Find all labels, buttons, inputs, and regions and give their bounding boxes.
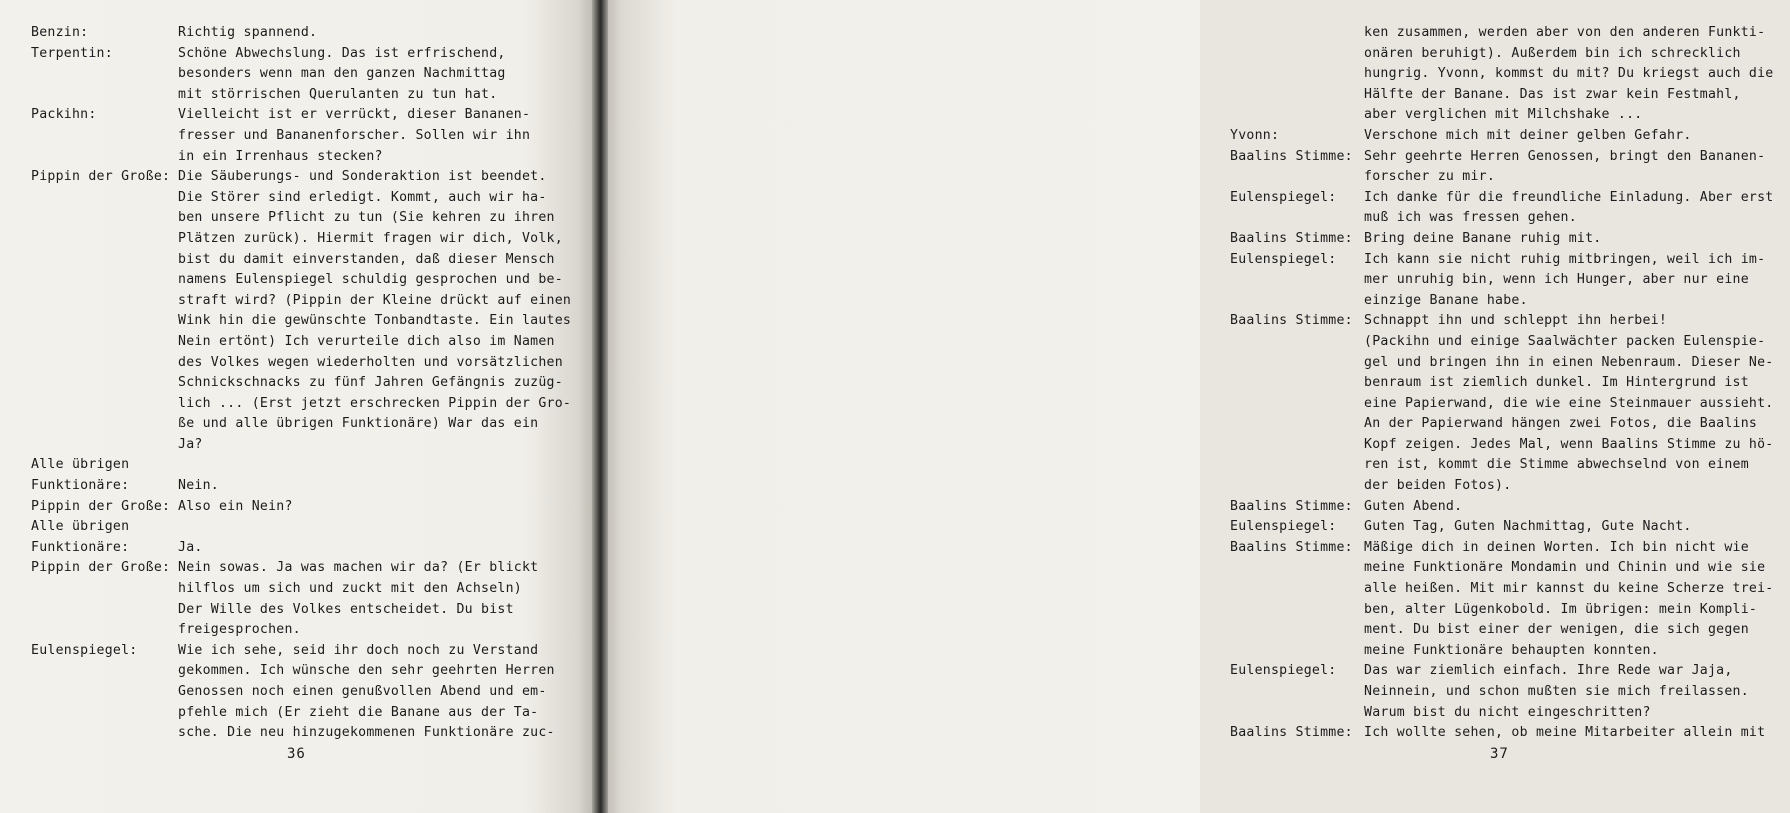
script-line xyxy=(1230,641,1790,662)
left-page-script xyxy=(31,23,591,744)
dialogue-text: benraum ist ziemlich dunkel. Im Hintergrund ist xyxy=(1364,375,1749,391)
speaker-name: Baalins Stimme: xyxy=(1230,498,1353,514)
dialogue-text: besonders wenn man den ganzen Nachmittag xyxy=(178,66,506,82)
dialogue-text: meine Funktionäre behaupten konnten. xyxy=(1364,642,1659,658)
script-line xyxy=(31,517,591,538)
dialogue-text: Ich wollte sehen, ob meine Mitarbeiter allein mit xyxy=(1364,725,1766,741)
script-line xyxy=(1230,332,1790,353)
dialogue-text: Nein ertönt) Ich verurteile dich also im Namen xyxy=(178,333,555,349)
dialogue-text: Plätzen zurück). Hiermit fragen wir dich, Volk, xyxy=(178,230,563,246)
dialogue-text: Verschone mich mit deiner gelben Gefahr. xyxy=(1364,127,1692,143)
script-line xyxy=(1230,167,1790,188)
script-line xyxy=(31,23,591,44)
speaker-name: Eulenspiegel: xyxy=(1230,663,1337,679)
script-line xyxy=(1230,229,1790,250)
script-line xyxy=(1230,126,1790,147)
script-line xyxy=(1230,44,1790,65)
speaker-name: Pippin der Große: xyxy=(31,169,171,185)
speaker-name: Baalins Stimme: xyxy=(1230,313,1353,329)
speaker-name: Packihn: xyxy=(31,107,97,123)
script-line xyxy=(31,44,591,65)
dialogue-text: eine Papierwand, die wie eine Steinmauer aussieht. xyxy=(1364,395,1774,411)
script-line xyxy=(1230,723,1790,744)
dialogue-text: Guten Abend. xyxy=(1364,498,1463,514)
dialogue-text: Mäßige dich in deinen Worten. Ich bin nicht wie xyxy=(1364,539,1749,555)
script-line xyxy=(31,497,591,518)
dialogue-text: Richtig spannend. xyxy=(178,25,318,40)
dialogue-text: alle heißen. Mit mir kannst du keine Scherze trei- xyxy=(1364,581,1774,597)
script-line xyxy=(31,394,591,415)
script-line xyxy=(31,105,591,126)
speaker-name: Terpentin: xyxy=(31,45,113,61)
script-line xyxy=(1230,497,1790,518)
page-number-right: 37 xyxy=(1490,746,1509,762)
speaker-name: Yvonn: xyxy=(1230,127,1280,143)
script-line xyxy=(1230,600,1790,621)
speaker-name: Alle übrigen xyxy=(31,457,130,473)
dialogue-text: Ich kann sie nicht ruhig mitbringen, weil ich im- xyxy=(1364,251,1766,267)
script-line xyxy=(31,703,591,724)
script-line xyxy=(1230,414,1790,435)
script-line xyxy=(31,188,591,209)
script-line xyxy=(31,270,591,291)
dialogue-text: Die Säuberungs- und Sonderaktion ist beendet. xyxy=(178,169,547,185)
dialogue-text: bist du damit einverstanden, daß dieser Mensch xyxy=(178,251,555,267)
script-line xyxy=(1230,270,1790,291)
dialogue-text: fresser und Bananenforscher. Sollen wir ihn xyxy=(178,127,531,143)
dialogue-text: straft wird? (Pippin der Kleine drückt auf einen xyxy=(178,292,572,308)
dialogue-text: Hälfte der Banane. Das ist zwar kein Festmahl, xyxy=(1364,86,1741,102)
book-gutter xyxy=(592,0,608,813)
script-line xyxy=(31,661,591,682)
script-line xyxy=(1230,188,1790,209)
script-line xyxy=(1230,538,1790,559)
dialogue-text: gekommen. Ich wünsche den sehr geehrten Herren xyxy=(178,663,555,679)
script-line xyxy=(31,641,591,662)
script-line xyxy=(31,85,591,106)
dialogue-text: forscher zu mir. xyxy=(1364,169,1496,185)
dialogue-text: Sehr geehrte Herren Genossen, bringt den Bananen- xyxy=(1364,148,1766,164)
dialogue-text: muß ich was fressen gehen. xyxy=(1364,210,1577,226)
script-line xyxy=(1230,682,1790,703)
dialogue-text: Wink hin die gewünschte Tonbandtaste. Ein lautes xyxy=(178,313,572,329)
speaker-name: Eulenspiegel: xyxy=(1230,251,1337,267)
dialogue-text: mer unruhig bin, wenn ich Hunger, aber nur eine xyxy=(1364,272,1749,288)
dialogue-text: einzige Banane habe. xyxy=(1364,292,1528,308)
dialogue-text: ken zusammen, werden aber von den anderen Funkti- xyxy=(1364,25,1766,40)
dialogue-text: Neinnein, und schon mußten sie mich freilassen. xyxy=(1364,684,1749,699)
dialogue-text: Ich danke für die freundliche Einladung. Aber erst xyxy=(1364,189,1774,205)
script-line xyxy=(1230,455,1790,476)
dialogue-text: onären beruhigt). Außerdem bin ich schrecklich xyxy=(1364,45,1741,61)
script-line xyxy=(31,579,591,600)
dialogue-text: Ja? xyxy=(178,436,203,452)
script-line xyxy=(1230,620,1790,641)
script-line xyxy=(1230,85,1790,106)
dialogue-text: meine Funktionäre Mondamin und Chinin und wie sie xyxy=(1364,560,1766,576)
dialogue-text: ren ist, kommt die Stimme abwechselnd von einem xyxy=(1364,457,1749,473)
dialogue-text: An der Papierwand hängen zwei Fotos, die Baalins xyxy=(1364,416,1758,432)
speaker-name: Eulenspiegel: xyxy=(1230,189,1337,205)
script-line xyxy=(1230,394,1790,415)
left-page xyxy=(0,0,596,813)
dialogue-text: Der Wille des Volkes entscheidet. Du bist xyxy=(178,601,514,617)
script-line xyxy=(31,353,591,374)
dialogue-text: Bring deine Banane ruhig mit. xyxy=(1364,230,1602,246)
script-line xyxy=(1230,435,1790,456)
dialogue-text: sche. Die neu hinzugekommenen Funktionäre zuc- xyxy=(178,725,555,741)
script-line xyxy=(31,723,591,744)
dialogue-text: hilflos um sich und zuckt mit den Achseln) xyxy=(178,581,522,597)
dialogue-text: Nein sowas. Ja was machen wir da? (Er blickt xyxy=(178,560,539,576)
script-line xyxy=(31,682,591,703)
speaker-name: Pippin der Große: xyxy=(31,498,171,514)
speaker-name: Alle übrigen xyxy=(31,519,130,535)
script-line xyxy=(1230,661,1790,682)
speaker-name: Funktionäre: xyxy=(31,539,130,555)
script-line xyxy=(31,250,591,271)
dialogue-text: ße und alle übrigen Funktionäre) War das ein xyxy=(178,416,539,432)
dialogue-text: gel und bringen ihn in einen Nebenraum. Dieser Ne- xyxy=(1364,354,1774,370)
speaker-name: Eulenspiegel: xyxy=(1230,519,1337,535)
page-number-left: 36 xyxy=(287,746,306,762)
script-line xyxy=(31,208,591,229)
script-line xyxy=(31,455,591,476)
dialogue-text: Genossen noch einen genußvollen Abend und em- xyxy=(178,684,547,699)
dialogue-text: pfehle mich (Er zieht die Banane aus der Ta- xyxy=(178,704,539,720)
script-line xyxy=(31,620,591,641)
speaker-name: Baalins Stimme: xyxy=(1230,725,1353,741)
script-line xyxy=(31,311,591,332)
script-line xyxy=(1230,476,1790,497)
script-line xyxy=(31,373,591,394)
script-line xyxy=(31,435,591,456)
dialogue-text: mit störrischen Querulanten zu tun hat. xyxy=(178,86,498,102)
dialogue-text: des Volkes wegen wiederholten und vorsätzlichen xyxy=(178,354,563,370)
speaker-name: Pippin der Große: xyxy=(31,560,171,576)
right-page xyxy=(604,0,1774,813)
script-line xyxy=(31,600,591,621)
speaker-name: Baalins Stimme: xyxy=(1230,230,1353,246)
script-line xyxy=(1230,291,1790,312)
dialogue-text: Schöne Abwechslung. Das ist erfrischend, xyxy=(178,45,506,61)
dialogue-text: Schnickschnacks zu fünf Jahren Gefängnis zuzüg- xyxy=(178,375,563,391)
dialogue-text: ment. Du bist einer der wenigen, die sich gegen xyxy=(1364,622,1749,638)
script-line xyxy=(1230,23,1790,44)
dialogue-text: Also ein Nein? xyxy=(178,498,293,514)
script-line xyxy=(1230,311,1790,332)
script-line xyxy=(31,64,591,85)
dialogue-text: Das war ziemlich einfach. Ihre Rede war Jaja, xyxy=(1364,663,1733,679)
dialogue-text: aber verglichen mit Milchshake ... xyxy=(1364,107,1643,123)
dialogue-text: in ein Irrenhaus stecken? xyxy=(178,148,383,164)
script-line xyxy=(1230,703,1790,724)
script-line xyxy=(1230,64,1790,85)
script-line xyxy=(1230,353,1790,374)
speaker-name: Baalins Stimme: xyxy=(1230,148,1353,164)
dialogue-text: Wie ich sehe, seid ihr doch noch zu Verstand xyxy=(178,642,539,658)
script-line xyxy=(31,538,591,559)
dialogue-text: Vielleicht ist er verrückt, dieser Bananen- xyxy=(178,107,531,123)
dialogue-text: lich ... (Erst jetzt erschrecken Pippin der Gro- xyxy=(178,395,572,411)
dialogue-text: Warum bist du nicht eingeschritten? xyxy=(1364,704,1651,720)
dialogue-text: (Packihn und einige Saalwächter packen Eulenspie- xyxy=(1364,333,1766,349)
dialogue-text: Die Störer sind erledigt. Kommt, auch wir ha- xyxy=(178,189,547,205)
dialogue-text: Ja. xyxy=(178,539,203,555)
script-line xyxy=(1230,105,1790,126)
dialogue-text: freigesprochen. xyxy=(178,622,301,638)
dialogue-text: hungrig. Yvonn, kommst du mit? Du kriegst auch die xyxy=(1364,66,1774,82)
script-line xyxy=(1230,579,1790,600)
script-line xyxy=(31,167,591,188)
script-line xyxy=(31,414,591,435)
script-line xyxy=(31,126,591,147)
script-line xyxy=(1230,250,1790,271)
dialogue-text: ben, alter Lügenkobold. Im übrigen: mein Kompli- xyxy=(1364,601,1758,617)
script-line xyxy=(1230,558,1790,579)
script-line xyxy=(31,291,591,312)
script-line xyxy=(31,558,591,579)
dialogue-text: namens Eulenspiegel schuldig gesprochen und be- xyxy=(178,272,563,288)
speaker-name: Funktionäre: xyxy=(31,478,130,494)
right-page-script xyxy=(1230,23,1790,744)
script-line xyxy=(1230,373,1790,394)
script-line xyxy=(31,332,591,353)
speaker-name: Benzin: xyxy=(31,25,89,40)
script-line xyxy=(31,147,591,168)
dialogue-text: Nein. xyxy=(178,478,219,494)
script-line xyxy=(31,229,591,250)
dialogue-text: Guten Tag, Guten Nachmittag, Gute Nacht. xyxy=(1364,519,1692,535)
script-line xyxy=(1230,147,1790,168)
script-line xyxy=(1230,517,1790,538)
script-line xyxy=(31,476,591,497)
speaker-name: Baalins Stimme: xyxy=(1230,539,1353,555)
script-line xyxy=(1230,208,1790,229)
dialogue-text: Kopf zeigen. Jedes Mal, wenn Baalins Stimme zu hö- xyxy=(1364,436,1774,452)
dialogue-text: Schnappt ihn und schleppt ihn herbei! xyxy=(1364,313,1668,329)
dialogue-text: ben unsere Pflicht zu tun (Sie kehren zu ihren xyxy=(178,210,555,226)
speaker-name: Eulenspiegel: xyxy=(31,642,138,658)
dialogue-text: der beiden Fotos). xyxy=(1364,478,1512,494)
